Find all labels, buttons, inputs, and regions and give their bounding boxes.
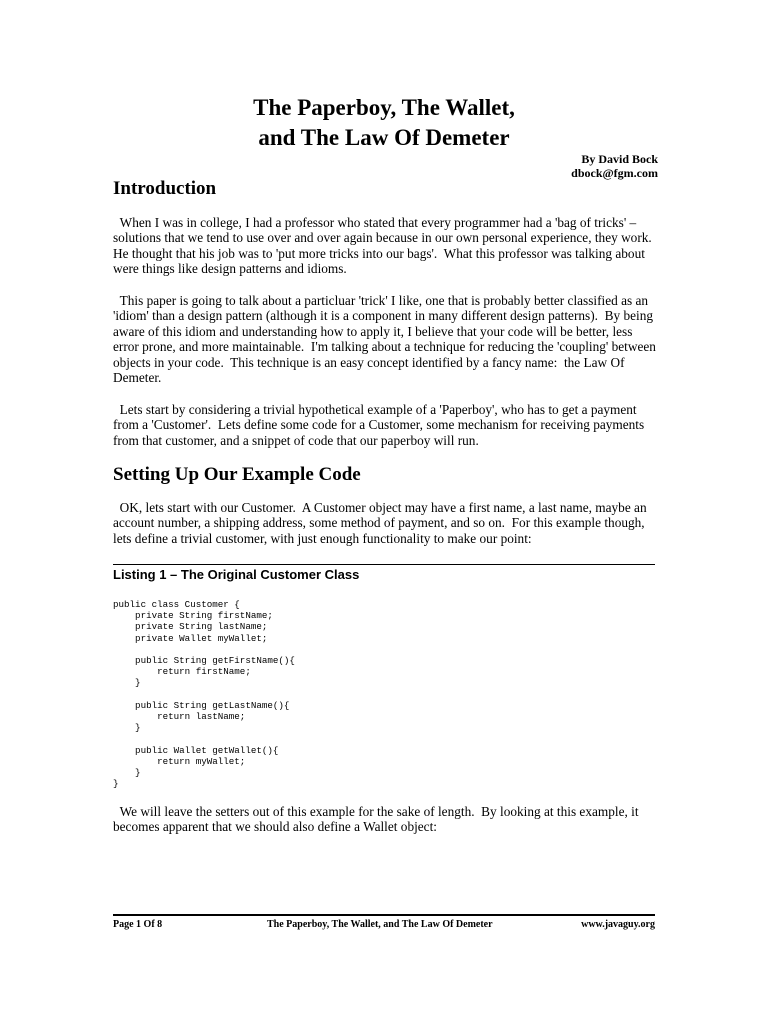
setup-paragraph: OK, lets start with our Customer. A Customer object may have a first name, a last name, maybe an account number, a shipping address, some method of payment, and so on. For this example though, lets define a trivial customer, with just enough functionality to make our point: (113, 500, 650, 546)
footer-divider (113, 914, 655, 916)
heading-setup: Setting Up Our Example Code (113, 464, 361, 485)
intro-paragraph-2: This paper is going to talk about a particluar 'trick' I like, one that is probably better classified as an 'idiom' than a design pattern (although it is a component in many different design patterns). By being aware of this idiom and understanding how to apply it, I believe that your code will be better, less error prone, and more maintainable. I'm talking about a technique for reducing the 'coupling' between objects in your code. This technique is an easy concept identified by a fancy name: the Law Of Demeter. (113, 293, 660, 386)
heading-introduction: Introduction (113, 178, 217, 199)
footer-page-number: Page 1 Of 8 (113, 919, 163, 930)
footer-website: www.javaguy.org (581, 919, 655, 930)
author-email: dbock@fgm.com (571, 166, 658, 180)
footer-title: The Paperboy, The Wallet, and The Law Of Demeter (267, 919, 493, 930)
intro-paragraph-1: When I was in college, I had a professor who stated that every programmer had a 'bag of tricks' – solutions that we tend to use over and over again because in our own personal experience, they work. He thought that his job was to 'put more tricks into our bags'. What this professor was talking about were things like design patterns and idioms. (113, 215, 659, 277)
listing-divider (113, 564, 655, 565)
code-listing: public class Customer { private String firstName; private String lastName; private Wallet myWallet; public String getFirstName(){ return firstName; } public String getLastName(){ return lastName; } public Wallet getWallet(){ return myWallet; } } (113, 599, 295, 790)
document-title (113, 93, 655, 153)
listing-title: Listing 1 – The Original Customer Class (113, 567, 360, 582)
intro-paragraph-3: Lets start by considering a trivial hypothetical example of a 'Paperboy', who has to get a payment from a 'Customer'. Lets define some code for a Customer, some mechanism for receiving payments from that customer, and a snippet of code that our paperboy will run. (113, 402, 648, 448)
title-line-2: and The Law Of Demeter (258, 125, 510, 150)
after-listing-paragraph: We will leave the setters out of this example for the sake of length. By looking at this example, it becomes apparent that we should also define a Wallet object: (113, 804, 642, 835)
title-line-1: The Paperboy, The Wallet, (253, 95, 515, 120)
author-block (571, 152, 658, 180)
author-name: By David Bock (581, 152, 658, 166)
